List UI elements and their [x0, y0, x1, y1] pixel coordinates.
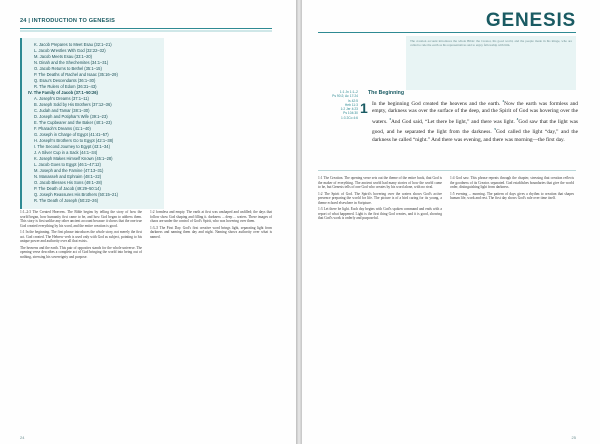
cross-reference: Ps 104:30: [343, 111, 358, 116]
outline-item: F. Pharaoh's Dreams (41:1–40): [34, 126, 91, 131]
outline-item: N. Manasseh and Ephraim (48:1–22): [34, 174, 102, 179]
commentary-paragraph: 1:2 The Spirit of God. The Spirit's hovering over the waters shows God's active presence preparing the world for life. The picture is of a bird caring for its young, a theme echoed elsewhere in Scripture.: [318, 191, 442, 205]
running-head: 24 | INTRODUCTION TO GENESIS: [20, 18, 116, 24]
verse-2: Now the earth was formless and empty, darkness was over the surface of the deep, and the Spirit of God was hovering over the waters.: [372, 100, 579, 125]
header-rule: [318, 32, 576, 33]
commentary-paragraph: 1:2 formless and empty. The earth at first was unshaped and unfilled; the days that follow show God shaping and filling it. darkness ... deep ... waters. These images of chaos are under the control of God's Spirit, who was hovering over them.: [150, 210, 272, 224]
page-number: 24: [20, 435, 25, 440]
outline-item: P. The Death of Jacob (49:29–50:14): [34, 186, 101, 191]
commentary-paragraph: 1:3–5 The First Day. God's first creative word brings light, separating light from darkness and naming them day and night. Naming shows authority over what is named.: [150, 225, 272, 239]
outline-item: O. Jacob Returns to Bethel (35:1–15): [34, 66, 102, 71]
verse-number: 3: [389, 116, 391, 121]
outline-item: Q. Esau's Descendants (36:1–30): [34, 78, 96, 83]
scripture-rule: [318, 170, 576, 171]
outline-item: K. Jacob Prepares to Meet Esau (32:1–21): [34, 42, 112, 47]
commentary-column-2: [150, 210, 272, 241]
commentary-paragraph: 1:1 The Creation. The opening verse sets out the theme of the entire book, that God is the maker of everything. The ancient world had many stories of how the world came to be, but Genesis tells of one God who creates by his word alone, with no rival.: [318, 176, 442, 190]
commentary-column-1: [318, 176, 442, 223]
verse-5: God called the light “day,” and the darkness he called “night.” And there was evening, and there was morning—the first day.: [372, 129, 578, 143]
outline-item: O. Jacob Blesses His Sons (49:1–28): [34, 180, 103, 185]
commentary-column-1: [20, 210, 142, 261]
book-outline: [20, 38, 164, 209]
commentary-paragraph: The heavens and the earth. This pair of opposites stands for the whole universe. The opening verse describes a complete act of God bringing the world into being out of nothing, stressing his sovereignty and purpose.: [20, 245, 142, 259]
cross-reference: 1:3 2Co 4:6: [340, 115, 358, 120]
chapter-number: 1: [360, 100, 368, 116]
verse-4: God saw that the light was good, and he separated the light from the darkness.: [372, 118, 578, 136]
outline-item: R. The Rulers of Edom (36:31–43): [34, 84, 97, 89]
outline-item: IV. The Family of Jacob (37:1–50:26): [28, 90, 98, 95]
outline-item: L. Jacob Goes to Egypt (46:1–47:12): [34, 162, 101, 167]
outline-item: N. Dinah and the Shechemites (34:1–31): [34, 60, 109, 65]
cross-reference: Is 42:5: [348, 98, 358, 103]
verse-3: And God said, “Let there be light,” and there was light.: [390, 118, 515, 125]
cross-reference: 1:2 Jer 4:23: [340, 107, 358, 112]
outline-item: E. The Cupbearer and the Baker (40:1–23): [34, 120, 112, 125]
section-heading: The Beginning: [368, 90, 405, 96]
outline-item: M. Joseph and the Famine (47:13–31): [34, 168, 104, 173]
outline-item: H. Joseph's Brothers Go to Egypt (42:1–38): [34, 138, 114, 143]
cross-reference: Heb 11:3: [344, 102, 358, 107]
cross-reference: Ps 90:2; Ac 17:24: [332, 94, 358, 99]
outline-item: K. Joseph Makes Himself Known (45:1–28): [34, 156, 113, 161]
commentary-paragraph: 1:1–2:3 The Created Heavens. The Bible begins by telling the story of how the world began, how humanity first came to be, and how God began to address them. This story is first unlike any other ancient account because it shows that the one true God created everything by his word, and the entire creation is good.: [20, 210, 142, 228]
outline-item: P. The Deaths of Rachel and Isaac (35:16–29): [34, 72, 118, 77]
cross-reference: 1:1 Jn 1:1–2: [339, 90, 358, 94]
outline-item: L. Jacob Wrestles With God (32:22–32): [34, 48, 106, 53]
outline-item: Q. Joseph Reassures His Brothers (50:15–21): [34, 192, 118, 197]
verse-number: 5: [494, 127, 496, 132]
commentary-paragraph: 1:4 God saw. This phrase repeats through the chapter, stressing that creation reflects the goodness of its Creator. separated. God establishes boundaries that give the world order, distinguishing light from darkness.: [450, 176, 574, 190]
left-page: [0, 0, 296, 444]
header-rule: [20, 28, 272, 29]
right-page: [302, 0, 600, 444]
commentary-paragraph: 1:3 Let there be light. Each day begins with God's spoken command and ends with a report of what happened. Light is the first thing God creates, and it is good, showing that God's work is orderly and purposeful.: [318, 207, 442, 221]
scripture-text: [372, 98, 578, 144]
outline-item: B. Joseph Sold by His Brothers (37:12–36): [34, 102, 112, 107]
outline-item: I. The Second Journey to Egypt (43:1–34): [34, 144, 110, 149]
outline-item: R. The Death of Joseph (50:22–26): [34, 198, 99, 203]
outline-item: A. Joseph's Dreams (37:1–11): [34, 96, 89, 101]
commentary-paragraph: 1:1 In the beginning. The first phrase introduces the whole story, not merely the first act. God created. The Hebrew verb is used only with God as subject, pointing to his unique power and authority over all that exists.: [20, 230, 142, 244]
page-number: 25: [571, 435, 576, 440]
header-band: [20, 30, 272, 32]
outline-item: G. Joseph in Charge of Egypt (41:41–57): [34, 132, 109, 137]
commentary-column-2: [450, 176, 574, 203]
outline-item: D. Joseph and Potiphar's Wife (39:1–23): [34, 114, 108, 119]
commentary-paragraph: 1:5 evening ... morning. The pattern of days gives a rhythm to creation that shapes human life, work and rest. The first day shows God's rule over time itself.: [450, 191, 574, 201]
outline-item: M. Jacob Meets Esau (33:1–20): [34, 54, 93, 59]
cross-references: [318, 90, 358, 120]
intro-note: [406, 36, 576, 90]
outline-item: J. A Silver Cup in a Sack (44:1–34): [34, 150, 98, 155]
verse-1: In the beginning God created the heavens and the earth.: [372, 100, 501, 107]
book-title: GENESIS: [485, 10, 576, 31]
intro-note-text: The creation account introduces the whole Bible: the Creator, his good world, and the people made in his image, who are called to rule the earth as his representatives and to enjoy fellowship with him.: [410, 39, 572, 48]
verse-number: 2: [502, 99, 505, 103]
outline-item: C. Judah and Tamar (38:1–30): [34, 108, 90, 113]
verse-number: 4: [516, 116, 519, 121]
